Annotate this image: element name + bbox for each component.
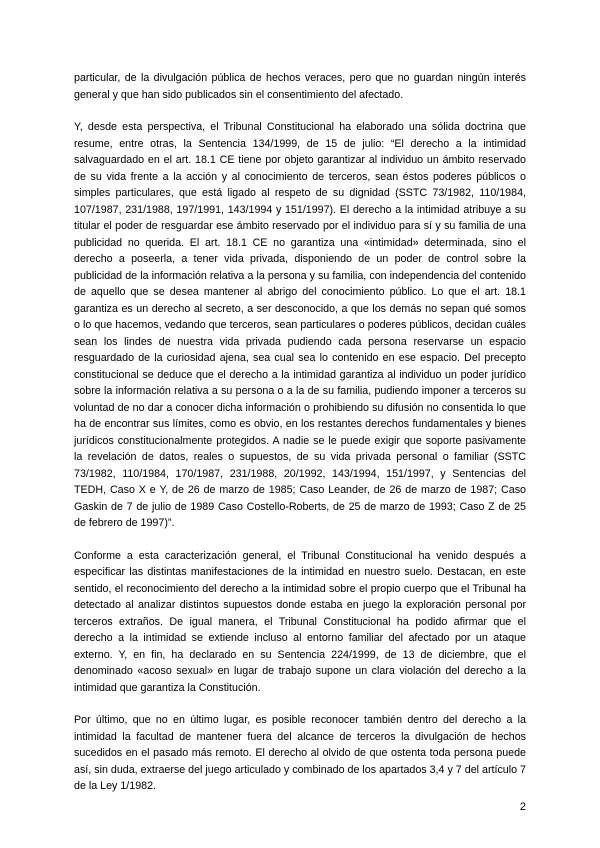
paragraph-manifestations: Conforme a esta caracterización general, el Tribunal Constitucional ha venido después a especificar las distintas manifestaciones de la intimidad en nuestro suelo. Destacan, en este sentido, el reconocimiento del derecho a la intimidad sobre el propio cuerpo que el Tribunal ha detectado al analizar distintos supuestos donde estaba en juego la exploración personal por terceros extraños. De igual manera, el Tribunal Constitucional ha podido afirmar que el derecho a la intimidad se extiende incluso al entorno familiar del afectado por un ataque externo. Y, en fin, ha declarado en su Sentencia 224/1999, de 13 de diciembre, que el denominado «acoso sexual» en lugar de trabajo supone un clara violación del derecho a la intimidad que garantiza la Constitución. bbox=[74, 549, 526, 694]
paragraph-continuation: particular, de la divulgación pública de hechos veraces, pero que no guardan ningún interés general y que han sido publicados sin el consentimiento del afectado. bbox=[74, 72, 526, 101]
page-number: 2 bbox=[519, 801, 526, 813]
paragraph-doctrine-quote: Y, desde esta perspectiva, el Tribunal Constitucional ha elaborado una sólida doctrina que resume, entre otras, la Sentencia 134/1999, de 15 de julio: “El derecho a la intimidad salvaguardado en el art. 18.1 CE tiene por objeto garantizar al individuo un ámbito reservado de su vida frente a la acción y al conocimiento de terceros, sean éstos poderes públicos o simples particulares, que está ligado al respeto de su dignidad (SSTC 73/1982, 110/1984, 107/1987, 231/1988, 197/1991, 143/1994 y 151/1997). El derecho a la intimidad atribuye a su titular el poder de resguardar ese ámbito reservado por el individuo para sí y su familia de una publicidad no querida. El art. 18.1 CE no garantiza una «intimidad» determinada, sino el derecho a poseerla, a tener vida privada, disponiendo de un poder de control sobre la publicidad de la información relativa a la persona y su familia, con independencia del contenido de aquello que se desea mantener al abrigo del conocimiento público. Lo que el art. 18.1 garantiza es un derecho al secreto, a ser desconocido, a que los demás no sepan qué somos o lo que hacemos, vedando que terceros, sean particulares o poderes públicos, decidan cuáles sean los lindes de nuestra vida privada pudiendo cada persona reservarse un espacio resguardado de la curiosidad ajena, sea cual sea lo contenido en ese espacio. Del precepto constitucional se deduce que el derecho a la intimidad garantiza al individuo un poder jurídico sobre la información relativa a su persona o a la de su familia, pudiendo imponer a terceros su voluntad de no dar a conocer dicha información o prohibiendo su difusión no consentida lo que ha de encontrar sus límites, como es obvio, en los restantes derechos fundamentales y bienes jurídicos constitucionalmente protegidos. A nadie se le puede exigir que soporte pasivamente la revelación de datos, reales o supuestos, de su vida privada personal o familiar (SSTC 73/1982, 110/1984, 170/1987, 231/1988, 20/1992, 143/1994, 151/1997, y Sentencias del TEDH, Caso X e Y, de 26 de marzo de 1985; Caso Leander, de 26 de marzo de 1987; Caso Gaskin de 7 de julio de 1989 Caso Costello-Roberts, de 25 de marzo de 1993; Caso Z de 25 de febrero de 1997)”. bbox=[74, 121, 526, 529]
page-body bbox=[74, 70, 526, 795]
paragraph-right-to-oblivion: Por último, que no en último lugar, es posible reconocer también dentro del derecho a la intimidad la facultad de mantener fuera del alcance de terceros la divulgación de hechos sucedidos en el pasado más remoto. El derecho al olvido de que ostenta toda persona puede así, sin duda, extraerse del juego articulado y combinado de los apartados 3,4 y 7 del artículo 7 de la Ley 1/1982. bbox=[74, 714, 526, 792]
